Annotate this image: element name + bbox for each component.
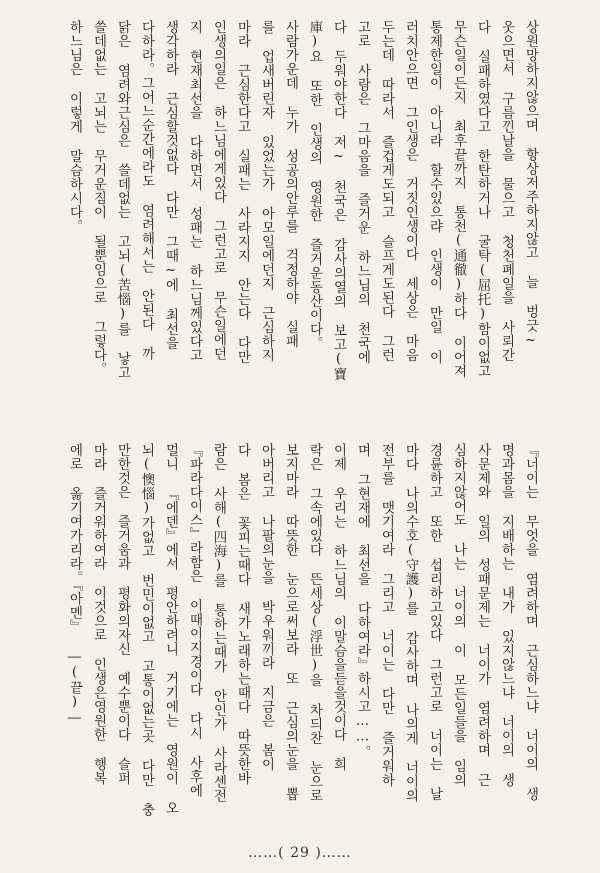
text-column: 庫)요 또한 인생의 영원한 즐거운동산이다。 <box>307 20 322 350</box>
text-column: 전부를 맷기여라 그리고 너이는 다만 즐거워하 <box>379 443 394 787</box>
text-column: 인생의일은 하느님에게있다 그런고로 무슨일에던 <box>211 20 226 361</box>
text-column: 만한것은 즐거움과 평화의자신 예수뿐이다 슬퍼 <box>115 443 130 786</box>
text-column: 웃으면서 구름낀날을 물으고 청천폐일을 사뢰간 <box>499 20 514 363</box>
text-column: 며 그현재에 최선을 다하여라』하시고……。 <box>355 443 370 759</box>
text-column: 마라 근심한다고 실패는 사라지지 안는다 다만 <box>235 20 250 364</box>
text-column: 람은 사해(四海)를 통하는때가 안인가 사라센전 <box>211 443 226 803</box>
text-column: 다 봄은 꽃피는때다 새가노래하는때다 따뜻한바 <box>235 443 250 786</box>
text-column: 다 실패하였다고 한탄하거나 굴탁(屈托)함이없고 <box>475 20 490 378</box>
text-column: 락은 그속에있다 뜬세상(浮世)을 차듸찬 눈으로 <box>307 443 322 803</box>
lower-text-block <box>62 443 542 828</box>
text-column: 두는데 따라서 즐겁게도되고 슬프게도된다 그런 <box>379 20 394 363</box>
text-column: 쓸데없는 고뇌는 무거운짐이 될뿐임으로 그렇다。 <box>91 20 106 377</box>
text-column: 심하지않어도 나는 너이의 이 모든일들을 임의 <box>451 443 466 787</box>
text-column: 무슨일이든지 최후끝까지 통천(通徹)하다 이어져 <box>451 20 466 378</box>
text-column: 하느님은 이렇게 말슴하시다。 <box>67 20 82 234</box>
text-column: 뇌(懊惱)가없고 번민이없고 고통이없는곳 다만 충 <box>139 443 154 817</box>
text-column: 지 현재최선을 다하면서 성패는 하느님께있다고 <box>187 20 202 363</box>
text-column: 에로 옮기여가리라。『아멘』 ―(끝)― <box>67 443 82 726</box>
upper-text-block <box>62 20 542 415</box>
text-column: 이제 우리는 하느님의 이말슴을듣을것이다 희 <box>331 443 346 772</box>
text-column: 닭은 염려와근심은 쓸데없는 고뇌(苦惱)를 낳고 <box>115 20 130 380</box>
text-column: 아버리고 나팔의눈을 박우워끼라 지금은 봄이 <box>259 443 274 772</box>
text-column: 상원망하지않으며 항상저주하지않고 늘 벙긋~ <box>523 20 538 349</box>
text-column: 『파라다이스』라함은 이때이지경이다 다시 사후에 <box>187 443 202 798</box>
text-column: 사람가운데 누가 성공의안루를 걱정하야 실패 <box>283 20 298 349</box>
page-number: ……( 29 )…… <box>248 845 352 861</box>
text-column: 『너이는 무엇을 염려하며 근심하느냐 너이의 생 <box>523 443 538 801</box>
text-column: 멀니 『에덴』에서 평안하려니 거기에는 영원이 오 <box>163 443 178 815</box>
text-column: 사문제와 일의 성패문제는 너이가 염려하며 근 <box>475 443 490 787</box>
text-column: 를 업새버린자 있었는가 아모일에던지 근심하지 <box>259 20 274 363</box>
text-column: 통제한일이 아니라 할수있으랴 인생이 만일 이 <box>427 20 442 364</box>
text-column: 생각하라 근심할것없다 다만 그때~에 최선을 <box>163 20 178 350</box>
text-column: 보지마라 따뜻한 눈으로써보라 또 근심의눈을 뽑 <box>283 443 298 801</box>
text-column: 명과몸을 지배하는 내가 있지않느냐 너이의 생 <box>499 443 514 787</box>
text-column: 다하라。그어느순간에라도 염려해서는 안된다 까 <box>139 20 154 361</box>
text-column: 마라 즐거워하여라 이것으로 인생은영원한 행복 <box>91 443 106 786</box>
text-column: 경륜하고 또한 섭리하고있다 그런고로 너이는 날 <box>427 443 442 801</box>
text-column: 러치안으면 그인생은 거짓인생이다 세상은 마음 <box>403 20 418 363</box>
text-column: 다 두워야한다 저~ 천국은 감사의열의 보고(寶 <box>331 20 346 382</box>
text-column: 마다 나의수호(守護)를 감사하며 나의게 너이의 <box>403 443 418 803</box>
text-column: 고로 사람은 그마음을 즐거운 하느님의 천국에 <box>355 20 370 364</box>
